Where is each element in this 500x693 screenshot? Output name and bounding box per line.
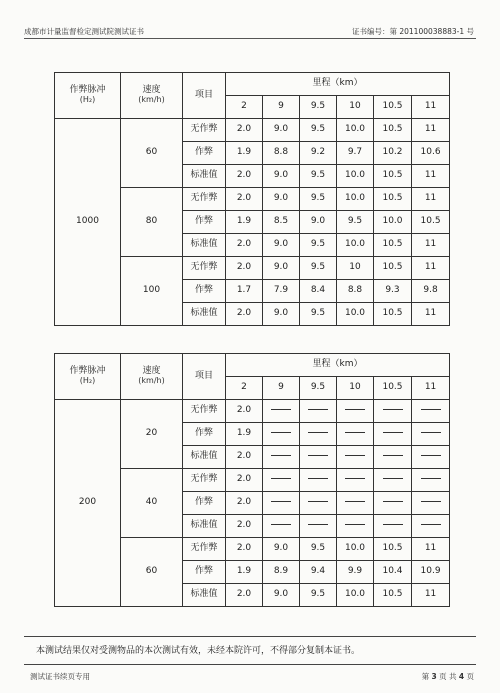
no-value-dash [345,409,365,411]
mileage-header-cell: 9.5 [300,377,337,400]
value-cell: 9.5 [300,538,337,561]
value-cell: 9.0 [263,538,300,561]
value-cell: 2.0 [226,584,263,607]
value-cell: 2.0 [226,515,263,538]
value-cell [412,446,450,469]
value-cell: 8.8 [263,142,300,165]
value-cell: 9.0 [263,165,300,188]
footer-continuation-label: 测试证书续页专用 [30,672,90,681]
value-cell: 8.5 [263,211,300,234]
value-cell [300,469,337,492]
mileage-header-cell: 10.5 [374,377,412,400]
speed-cell: 60 [121,119,183,188]
value-cell [300,492,337,515]
value-cell: 9.8 [412,280,450,303]
value-cell [263,515,300,538]
no-value-dash [421,478,441,480]
value-cell: 10.0 [337,538,374,561]
header-mileage: 里程（km） [226,354,450,377]
item-cell: 无作弊 [183,400,226,423]
speed-cell: 20 [121,400,183,469]
item-cell: 作弊 [183,423,226,446]
value-cell [263,492,300,515]
value-cell: 9.5 [300,119,337,142]
no-value-dash [271,524,291,526]
value-cell: 9.7 [337,142,374,165]
value-cell: 10.5 [374,234,412,257]
header-certificate-number: 证书编号：第 201100038883-1 号 [351,27,474,36]
no-value-dash [308,432,328,434]
mileage-header-cell: 9 [263,96,300,119]
value-cell: 10.5 [374,538,412,561]
header-institute: 成都市计量监督检定测试院测试证书 [24,27,144,36]
value-cell: 9.5 [300,303,337,326]
header-pulse [55,73,121,119]
value-cell: 9.2 [300,142,337,165]
value-cell: 8.8 [337,280,374,303]
value-cell: 8.4 [300,280,337,303]
item-cell: 无作弊 [183,257,226,280]
value-cell: 10.0 [337,119,374,142]
value-cell: 10.2 [374,142,412,165]
value-cell [337,492,374,515]
header-speed [121,73,183,119]
value-cell: 10.5 [374,257,412,280]
value-cell: 10.0 [337,188,374,211]
no-value-dash [383,409,403,411]
value-cell: 2.0 [226,234,263,257]
item-cell: 无作弊 [183,469,226,492]
value-cell: 11 [412,303,450,326]
page-number [422,671,474,682]
value-cell: 2.0 [226,492,263,515]
pulse-cell: 1000 [55,119,121,326]
header-speed-unit: (km/h) [138,376,165,386]
value-cell: 7.9 [263,280,300,303]
value-cell: 9.0 [263,303,300,326]
value-cell: 1.9 [226,423,263,446]
no-value-dash [345,432,365,434]
item-cell: 标准值 [183,165,226,188]
value-cell: 1.7 [226,280,263,303]
page-current: 3 [431,672,437,681]
value-cell [337,400,374,423]
header-pulse-label: 作弊脉冲 [69,366,106,377]
value-cell [337,423,374,446]
value-cell [374,400,412,423]
header-divider [24,38,476,39]
no-value-dash [271,478,291,480]
value-cell: 11 [412,538,450,561]
value-cell: 10.0 [374,211,412,234]
no-value-dash [308,524,328,526]
value-cell [337,515,374,538]
value-cell: 11 [412,188,450,211]
footer-divider-top [24,636,476,637]
value-cell: 2.0 [226,165,263,188]
value-cell [300,423,337,446]
mileage-header-cell: 10 [337,96,374,119]
value-cell: 10.5 [374,303,412,326]
no-value-dash [421,409,441,411]
value-cell [374,492,412,515]
header-pulse-unit: (H₂) [79,95,96,105]
no-value-dash [345,478,365,480]
value-cell: 9.5 [300,234,337,257]
item-cell: 无作弊 [183,188,226,211]
mileage-header-cell: 11 [412,377,450,400]
value-cell [300,400,337,423]
value-cell: 2.0 [226,303,263,326]
page-mid: 页 共 [439,672,457,681]
item-cell: 无作弊 [183,119,226,142]
value-cell: 10.5 [374,119,412,142]
no-value-dash [421,432,441,434]
value-cell: 10.6 [412,142,450,165]
item-cell: 作弊 [183,492,226,515]
no-value-dash [383,501,403,503]
value-cell: 11 [412,257,450,280]
mileage-header-cell: 9.5 [300,96,337,119]
no-value-dash [308,501,328,503]
item-cell: 作弊 [183,211,226,234]
item-cell: 标准值 [183,515,226,538]
no-value-dash [271,501,291,503]
speed-cell: 80 [121,188,183,257]
value-cell: 10.9 [412,561,450,584]
value-cell: 9.0 [263,234,300,257]
value-cell [412,400,450,423]
footer-validity-note: 本测试结果仅对受测物品的本次测试有效，未经本院许可，不得部分复制本证书。 [36,646,361,656]
value-cell: 11 [412,165,450,188]
value-cell [300,515,337,538]
mileage-header-cell: 11 [412,96,450,119]
value-cell: 9.0 [263,257,300,280]
value-cell: 9.5 [300,584,337,607]
mileage-header-cell: 10 [337,377,374,400]
speed-cell: 60 [121,538,183,607]
value-cell: 2.0 [226,469,263,492]
value-cell [263,446,300,469]
mileage-header-cell: 2 [226,96,263,119]
value-cell: 1.9 [226,142,263,165]
value-cell: 9.0 [300,211,337,234]
value-cell: 10.4 [374,561,412,584]
value-cell [263,469,300,492]
no-value-dash [271,455,291,457]
value-cell: 10 [337,257,374,280]
no-value-dash [383,432,403,434]
value-cell: 9.5 [337,211,374,234]
value-cell: 10.0 [337,584,374,607]
value-cell: 10.0 [337,165,374,188]
no-value-dash [345,501,365,503]
value-cell: 10.0 [337,303,374,326]
value-cell: 11 [412,234,450,257]
no-value-dash [271,432,291,434]
value-cell [263,400,300,423]
item-cell: 标准值 [183,303,226,326]
value-cell [412,492,450,515]
value-cell: 2.0 [226,400,263,423]
value-cell: 11 [412,119,450,142]
header-pulse-unit: (H₂) [79,376,96,386]
value-cell [263,423,300,446]
value-cell: 10.5 [412,211,450,234]
no-value-dash [383,455,403,457]
test-table-2 [54,353,450,607]
item-cell: 标准值 [183,234,226,257]
value-cell [337,469,374,492]
page-total: 4 [458,672,465,681]
table-row [55,119,450,142]
value-cell: 9.0 [263,119,300,142]
header-pulse [55,354,121,400]
item-cell: 作弊 [183,561,226,584]
value-cell: 2.0 [226,119,263,142]
value-cell: 2.0 [226,188,263,211]
header-item: 项目 [183,354,226,400]
speed-cell: 100 [121,257,183,326]
value-cell: 9.9 [337,561,374,584]
table-row [55,400,450,423]
no-value-dash [383,524,403,526]
value-cell [374,515,412,538]
test-table-1 [54,72,450,326]
item-cell: 标准值 [183,584,226,607]
mileage-header-cell: 10.5 [374,96,412,119]
item-cell: 标准值 [183,446,226,469]
item-cell: 作弊 [183,142,226,165]
value-cell: 8.9 [263,561,300,584]
pulse-cell: 200 [55,400,121,607]
value-cell: 10.5 [374,165,412,188]
value-cell: 9.5 [300,257,337,280]
value-cell: 1.9 [226,211,263,234]
value-cell: 2.0 [226,538,263,561]
value-cell: 2.0 [226,446,263,469]
no-value-dash [421,524,441,526]
mileage-header-cell: 9 [263,377,300,400]
no-value-dash [345,524,365,526]
value-cell [337,446,374,469]
header-pulse-label: 作弊脉冲 [69,85,106,96]
no-value-dash [271,409,291,411]
value-cell: 2.0 [226,257,263,280]
value-cell [374,469,412,492]
footer-divider-bottom [24,664,476,665]
value-cell: 10.0 [337,234,374,257]
page-prefix: 第 [421,672,430,681]
value-cell: 1.9 [226,561,263,584]
value-cell: 9.3 [374,280,412,303]
value-cell [374,446,412,469]
item-cell: 无作弊 [183,538,226,561]
header-speed [121,354,183,400]
header-speed-label: 速度 [142,366,161,377]
no-value-dash [421,455,441,457]
value-cell: 9.0 [263,584,300,607]
no-value-dash [308,409,328,411]
value-cell [374,423,412,446]
mileage-header-cell: 2 [226,377,263,400]
value-cell: 9.5 [300,188,337,211]
no-value-dash [421,501,441,503]
value-cell [412,515,450,538]
page-suffix: 页 [466,672,474,681]
no-value-dash [308,478,328,480]
value-cell: 9.0 [263,188,300,211]
header-speed-label: 速度 [142,85,161,96]
value-cell: 10.5 [374,584,412,607]
item-cell: 作弊 [183,280,226,303]
no-value-dash [345,455,365,457]
header-item: 项目 [183,73,226,119]
speed-cell: 40 [121,469,183,538]
header-mileage: 里程（km） [226,73,450,96]
value-cell [300,446,337,469]
value-cell: 11 [412,584,450,607]
header-speed-unit: (km/h) [138,95,165,105]
value-cell: 9.4 [300,561,337,584]
value-cell: 10.5 [374,188,412,211]
value-cell [412,423,450,446]
value-cell [412,469,450,492]
no-value-dash [383,478,403,480]
no-value-dash [308,455,328,457]
value-cell: 9.5 [300,165,337,188]
